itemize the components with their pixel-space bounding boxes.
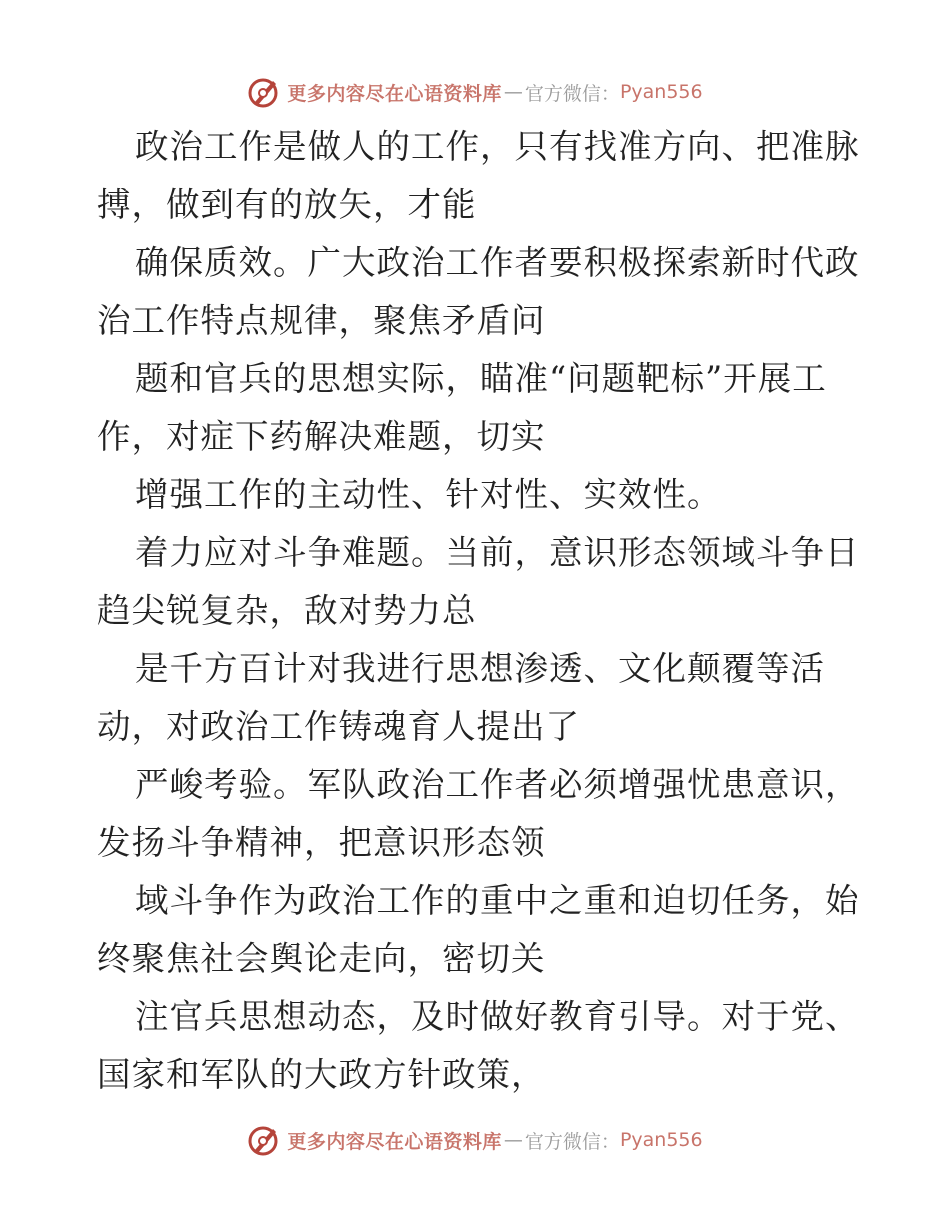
banner-wechat-id: Pyan556 <box>619 1129 703 1151</box>
text-line: 趋尖锐复杂，敌对势力总 <box>97 591 477 630</box>
text-line: 增强工作的主动性、针对性、实效性。 <box>135 475 722 514</box>
text-line: 注官兵思想动态，及时做好教育引导。对于党、 <box>135 997 860 1036</box>
document-body <box>97 118 860 1104</box>
text-line: 着力应对斗争难题。当前，意识形态领域斗争日 <box>135 533 860 572</box>
text-line: 动，对政治工作铸魂育人提出了 <box>97 707 580 746</box>
text-line: 题和官兵的思想实际，瞄准“问题靶标”开展工 <box>135 359 827 398</box>
footer-banner <box>0 1120 950 1160</box>
text-line: 发扬斗争精神，把意识形态领 <box>97 823 546 862</box>
pen-circle-logo-icon <box>247 75 281 109</box>
banner-contact-label: 官方微信： <box>524 1130 620 1153</box>
text-line: 政治工作是做人的工作，只有找准方向、把准脉 <box>135 127 860 166</box>
banner-title: 更多内容尽在心语资料库 <box>287 1130 502 1153</box>
text-line: 域斗争作为政治工作的重中之重和迫切任务，始 <box>135 881 860 920</box>
text-line: 确保质效。广大政治工作者要积极探索新时代政 <box>135 243 860 282</box>
text-line: 严峻考验。军队政治工作者必须增强忧患意识， <box>135 765 860 804</box>
pen-circle-logo-icon <box>247 1123 281 1157</box>
text-line: 作，对症下药解决难题，切实 <box>97 417 546 456</box>
text-line: 治工作特点规律，聚焦矛盾问 <box>97 301 546 340</box>
banner-dash: — <box>503 81 523 103</box>
text-line: 搏，做到有的放矢，才能 <box>97 185 477 224</box>
banner-dash: — <box>503 1129 523 1151</box>
header-banner <box>0 72 950 112</box>
banner-contact-label: 官方微信： <box>524 82 620 105</box>
banner-wechat-id: Pyan556 <box>619 81 703 103</box>
text-line: 终聚焦社会舆论走向，密切关 <box>97 939 546 978</box>
text-line: 国家和军队的大政方针政策， <box>97 1055 546 1094</box>
text-line: 是千方百计对我进行思想渗透、文化颠覆等活 <box>135 649 825 688</box>
banner-title: 更多内容尽在心语资料库 <box>287 82 502 105</box>
